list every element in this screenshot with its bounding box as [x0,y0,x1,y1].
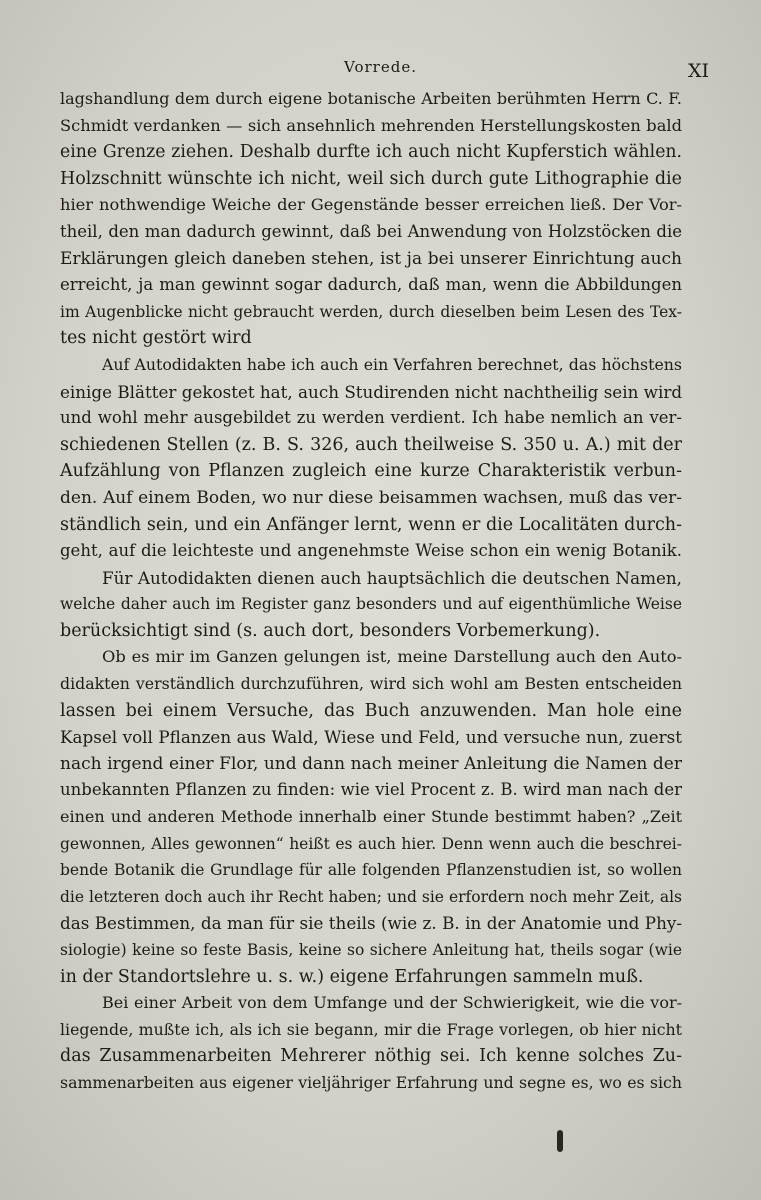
text-line: Ob es mir im Ganzen gelungen ist, meine Darstellung auch den Auto- [102,647,682,667]
text-line: gewonnen, Alles gewonnen“ heißt es auch hier. Denn wenn auch die beschrei- [60,834,682,853]
text-line: Erklärungen gleich daneben stehen, ist ja bei unserer Einrichtung auch [60,248,682,269]
text-line: ständlich sein, und ein Anfänger lernt, wenn er die Localitäten durch- [60,514,682,535]
text-line: eine Grenze ziehen. Deshalb durfte ich auch nicht Kupferstich wählen. [60,142,682,163]
text-line: und wohl mehr ausgebildet zu werden verdient. Ich habe nemlich an ver- [60,408,682,428]
text-line: berücksichtigt sind (s. auch dort, besonders Vorbemerkung). [60,620,601,641]
text-line: einen und anderen Methode innerhalb einer Stunde bestimmt haben? „Zeit [60,807,682,827]
running-title: Vorrede. [344,58,417,76]
text-line: sammenarbeiten aus eigener vieljähriger Erfahrung und segne es, wo es sich [60,1072,682,1092]
text-line: unbekannten Pflanzen zu finden: wie viel Procent z. B. wird man nach der [60,780,682,800]
text-line: Auf Autodidakten habe ich auch ein Verfahren berechnet, das höchstens [102,354,682,374]
text-line: Kapsel voll Pflanzen aus Wald, Wiese und Feld, und versuche nun, zuerst [60,727,682,748]
text-line: das Zusammenarbeiten Mehrerer nöthig sei. Ich kenne solches Zu- [60,1046,682,1067]
text-line: im Augenblicke nicht gebraucht werden, durch dieselben beim Lesen des Tex- [60,302,682,321]
text-line: welche daher auch im Register ganz besonders und auf eigenthümliche Weise [60,595,682,614]
text-line: Bei einer Arbeit von dem Umfange und der Schwierigkeit, wie die vor- [102,993,682,1013]
text-line: Schmidt verdanken — sich ansehnlich mehrenden Herstellungskosten bald [60,115,682,135]
text-line: hier nothwendige Weiche der Gegenstände besser erreichen ließ. Der Vor- [60,195,682,215]
ink-spot [557,1130,563,1152]
page-header [0,58,761,88]
text-line: in der Standortslehre u. s. w.) eigene Erfahrungen sammeln muß. [60,966,644,987]
page-number: XI [687,60,709,82]
text-line: siologie) keine so feste Basis, keine so sichere Anleitung hat, theils sogar (wie [60,941,682,959]
text-line: lassen bei einem Versuche, das Buch anzuwenden. Man hole eine [60,700,682,721]
text-line: bende Botanik die Grundlage für alle folgenden Pflanzenstudien ist, so wollen [60,861,682,880]
text-line: erreicht, ja man gewinnt sogar dadurch, daß man, wenn die Abbildungen [60,275,682,295]
text-line: lagshandlung dem durch eigene botanische Arbeiten berühmten Herrn C. F. [60,89,682,108]
text-line: schiedenen Stellen (z. B. S. 326, auch theilweise S. 350 u. A.) mit der [60,434,682,455]
text-line: Für Autodidakten dienen auch hauptsächlich die deutschen Namen, [102,567,682,588]
text-line: Aufzählung von Pflanzen zugleich eine kurze Charakteristik verbun- [60,461,682,482]
text-line: tes nicht gestört wird [60,328,252,349]
text-line: didakten verständlich durchzuführen, wird sich wohl am Besten entscheiden [60,674,682,694]
body-text [60,86,682,1097]
text-line: Holzschnitt wünschte ich nicht, weil sich durch gute Lithographie die [60,168,682,189]
text-line: den. Auf einem Boden, wo nur diese beisammen wachsen, muß das ver- [60,487,682,508]
text-line: die letzteren doch auch ihr Recht haben; und sie erfordern noch mehr Zeit, als [60,887,682,906]
text-line: liegende, mußte ich, als ich sie begann, mir die Frage vorlegen, ob hier nicht [60,1019,682,1039]
text-line: nach irgend einer Flor, und dann nach meiner Anleitung die Namen der [60,753,682,774]
text-line: geht, auf die leichteste und angenehmste Weise schon ein wenig Botanik. [60,541,682,561]
text-line: einige Blätter gekostet hat, auch Studirenden nicht nachtheilig sein wird [60,381,683,402]
text-line: theil, den man dadurch gewinnt, daß bei Anwendung von Holzstöcken die [60,221,682,241]
text-line: das Bestimmen, da man für sie theils (wie z. B. in der Anatomie und Phy- [60,913,682,934]
